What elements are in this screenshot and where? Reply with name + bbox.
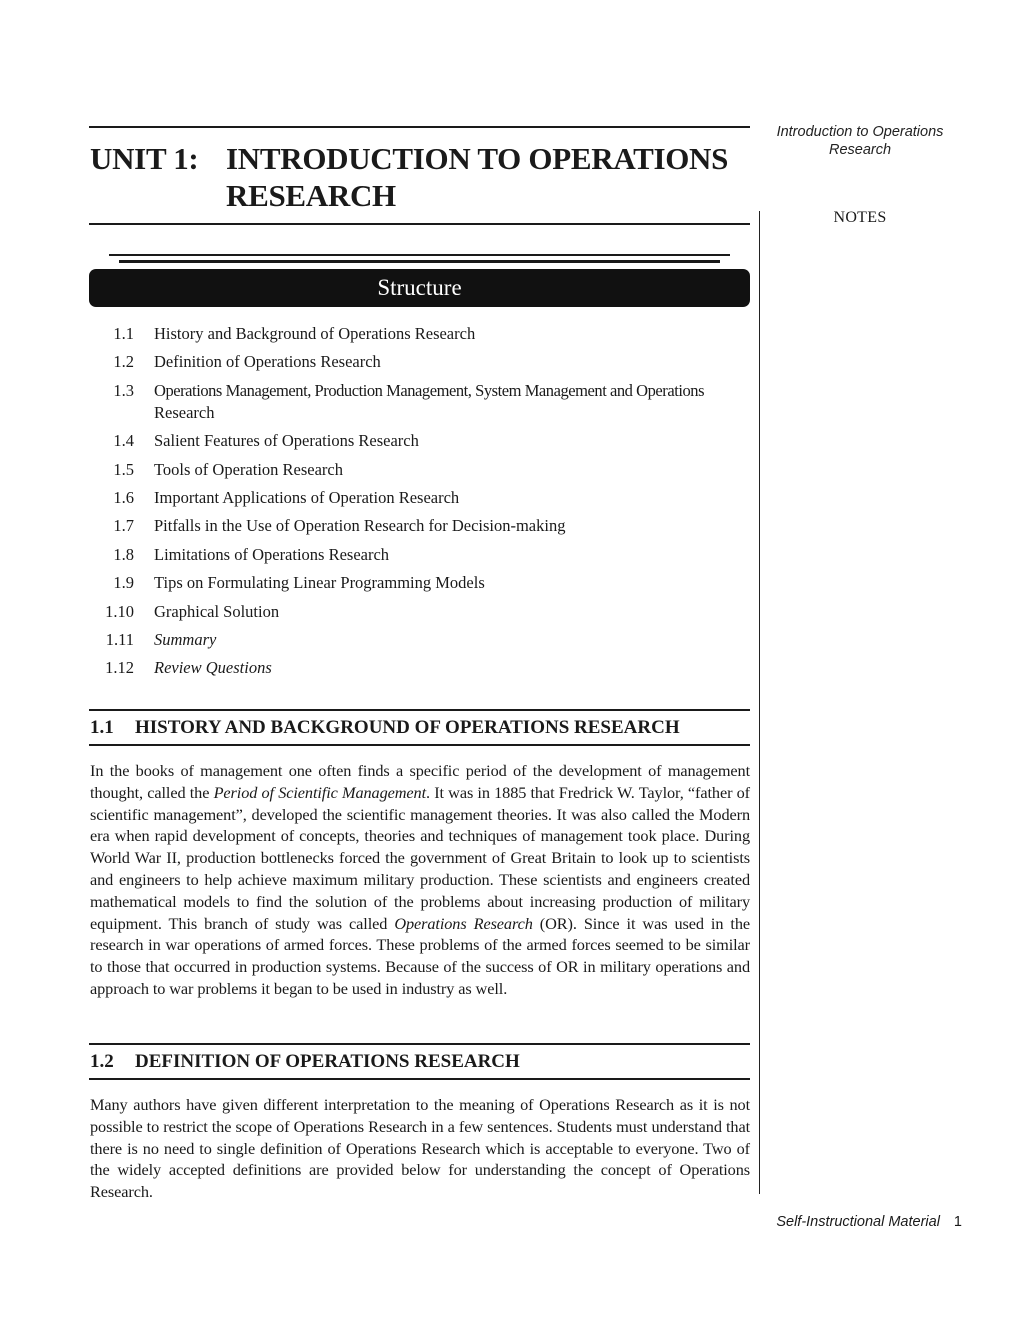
title-bottom-rule [89,223,750,225]
section1-text-b: . It was in 1885 that Fredrick W. Taylor, “father of scientific management”, developed the scientific management theories. It was also called the Modern era when rapid development of concepts, theories and techniques of management took place. During World War II, production bottlenecks forced the government of Great Britain to look up to scientists and engineers to help achieve maximum military production. These scientists and engineers created mathematical models to find the solution of the problems about increasing production of military equipment. This branch of study was called [90,782,750,933]
section1-top-rule [89,709,750,711]
section2-bottom-rule [89,1078,750,1080]
toc-item[interactable] [90,657,750,679]
toc-number: 1.5 [113,459,134,479]
toc-label: Operations Management, Production Management, System Management and Operations [154,380,705,400]
toc-number: 1.11 [105,629,134,649]
toc-item[interactable] [90,629,750,651]
notes-label: NOTES [833,209,887,226]
toc-item[interactable] [90,601,750,623]
toc-label: Definition of Operations Research [154,352,381,372]
toc-item[interactable] [90,544,750,566]
section1-title: HISTORY AND BACKGROUND OF OPERATIONS RESEARCH [135,717,680,738]
unit-title-line2: RESEARCH [226,178,396,213]
toc-number: 1.1 [113,324,134,343]
page-number: 1 [953,1214,962,1230]
toc-label: Pitfalls in the Use of Operation Research for Decision-making [154,516,566,536]
toc-label: Tips on Formulating Linear Programming Models [154,573,485,593]
toc-number: 1.7 [113,516,134,536]
toc-number: 1.3 [113,380,134,400]
toc-number: 1.10 [105,601,134,621]
toc-item[interactable] [90,351,750,373]
toc-label: Salient Features of Operations Research [154,431,419,451]
toc-number: 1.9 [113,573,134,593]
toc-item[interactable] [90,572,750,594]
section1-number: 1.1 [90,717,114,738]
section2-title: DEFINITION OF OPERATIONS RESEARCH [135,1051,520,1072]
toc-number: 1.2 [113,352,134,372]
page-footer [700,1214,962,1230]
structure-banner: Structure [89,269,750,307]
toc-label: History and Background of Operations Research [154,324,476,343]
toc-item[interactable] [90,459,750,481]
toc-item[interactable] [90,487,750,509]
section2-top-rule [89,1043,750,1045]
section2-paragraph: Many authors have given different interpretation to the meaning of Operations Research as it is not possible to restrict the scope of Operations Research in a few sentences. Students must understand that there is no need to single definition of Operations Research which is acceptable to everyone. Two of the widely accepted definitions are provided below for understanding the concept of Operations Research. [90,1095,750,1202]
footer-label: Self-Instructional Material [776,1214,940,1230]
toc-label: Tools of Operation Research [154,459,343,479]
toc-number: 1.6 [113,487,134,507]
section1-bottom-rule [89,744,750,746]
toc-item[interactable] [90,515,750,537]
section1-emphasis-b: Operations Research [394,913,533,933]
toc-item[interactable] [90,430,750,452]
toc-label: Limitations of Operations Research [154,544,390,564]
section1-paragraph [90,760,750,1000]
toc-label-continued: Research [154,402,215,422]
running-title-line1: Introduction to Operations [776,124,944,140]
notes-divider [759,211,760,1194]
toc-item[interactable] [90,323,750,345]
unit-number: UNIT 1: [90,141,199,176]
banner-rule-upper [109,254,730,256]
section1-emphasis-a: Period of Scientific Management [213,782,426,802]
section2-number: 1.2 [90,1051,114,1072]
running-title-line2: Research [828,142,892,158]
structure-list [90,323,750,686]
toc-label: Graphical Solution [154,601,280,621]
toc-label: Review Questions [154,658,272,678]
toc-item[interactable] [90,380,750,424]
title-top-rule [89,126,750,128]
toc-label: Summary [154,629,217,649]
banner-rule-lower [119,260,720,263]
running-title [770,123,950,159]
toc-number: 1.4 [113,431,134,451]
section1-text-a: In the books of management one often finds a specific period of the development of management thought, called the [90,761,750,802]
unit-title-line1: INTRODUCTION TO OPERATIONS [226,141,729,176]
toc-number: 1.12 [105,658,134,678]
section1-text-c: (OR). Since it was used in the research in war operations of armed forces. These problems of the armed forces seemed to be similar to those that occurred in production systems. Because of the success of OR in military operations and approach to war problems it began to be used in industry as well. [90,913,750,998]
toc-number: 1.8 [113,544,134,564]
toc-label: Important Applications of Operation Research [154,487,460,507]
